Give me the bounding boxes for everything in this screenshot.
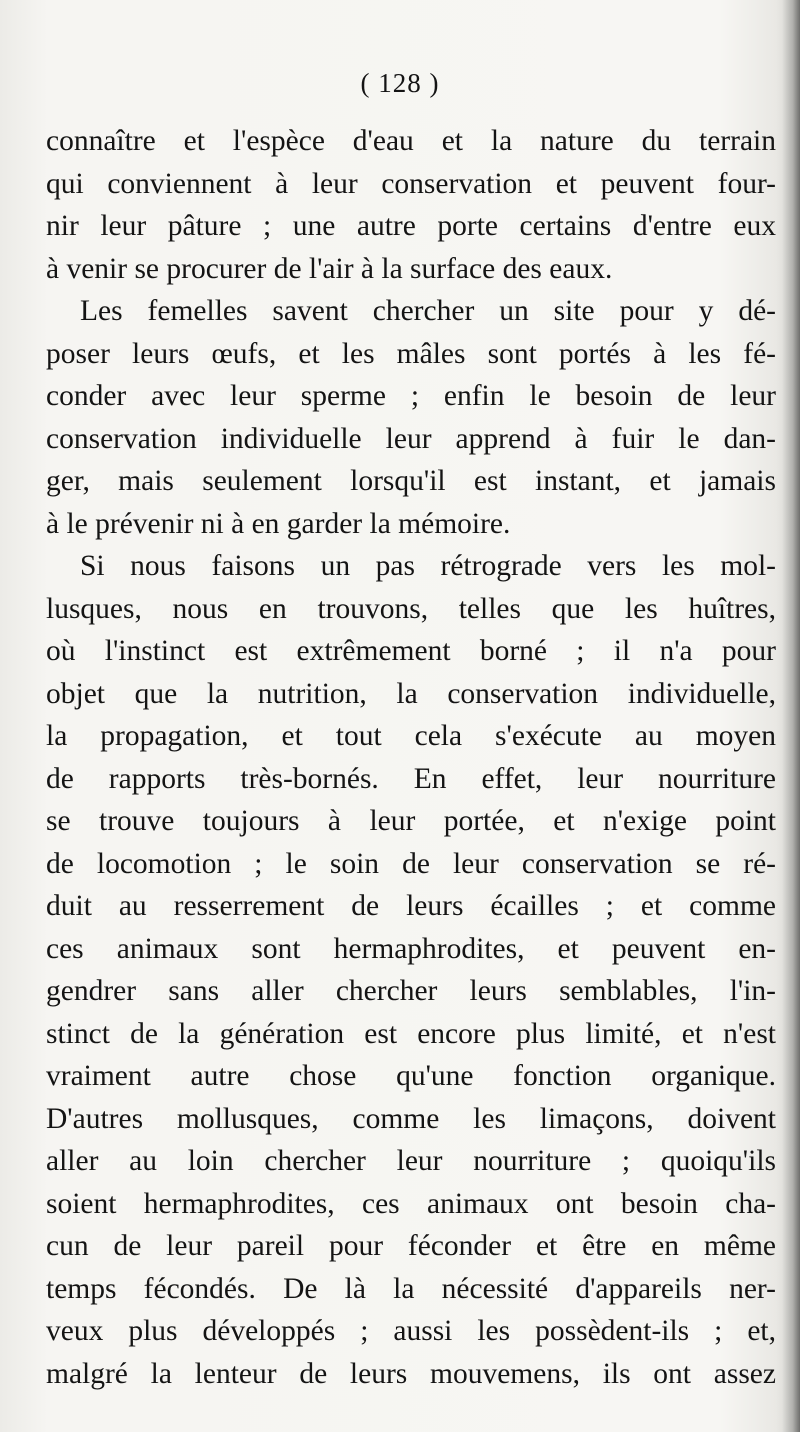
text-line-content: poser leurs œufs, et les mâles sont portés à les fé-	[46, 337, 776, 370]
text-line	[46, 1098, 776, 1141]
text-line-content: où l'instinct est extrêmement borné ; il n'a pour	[46, 635, 776, 667]
text-line	[46, 800, 776, 843]
page-number: ( 128 )	[360, 68, 440, 98]
text-line	[46, 205, 776, 248]
text-line	[46, 758, 776, 801]
page-edge-shadow	[782, 0, 800, 1432]
text-line	[46, 163, 776, 206]
text-line-content: de locomotion ; le soin de leur conservation se ré-	[46, 847, 776, 880]
text-line	[46, 1013, 776, 1056]
text-line-content: se trouve toujours à leur portée, et n'exige point	[46, 805, 776, 837]
text-line-content: malgré la lenteur de leurs mouvemens, ils ont assez	[46, 1357, 776, 1390]
text-line-content: stinct de la génération est encore plus limité, et n'est	[46, 1017, 776, 1050]
text-line-content: la propagation, et tout cela s'exécute au moyen	[46, 720, 776, 752]
text-line	[46, 460, 776, 503]
text-line-content: Si nous faisons un pas rétrograde vers les mol-	[80, 550, 776, 582]
text-line-content: de rapports très-bornés. En effet, leur nourriture	[46, 762, 776, 795]
text-line	[46, 1183, 776, 1226]
text-line	[46, 1225, 776, 1268]
text-line	[46, 1310, 776, 1353]
text-line	[46, 545, 776, 588]
text-line-content: vraiment autre chose qu'une fonction organique.	[46, 1060, 776, 1092]
body-text	[46, 120, 776, 1395]
text-line-content: ger, mais seulement lorsqu'il est instant, et jamais	[46, 465, 776, 497]
text-line-content: nir leur pâture ; une autre porte certains d'entre eux	[46, 210, 776, 242]
text-line-content: conder avec leur sperme ; enfin le besoin de leur	[46, 380, 776, 412]
text-line	[46, 290, 776, 333]
text-line-content: Les femelles savent chercher un site pour y dé-	[80, 295, 776, 327]
text-line-content: connaître et l'espèce d'eau et la nature du terrain	[46, 125, 776, 157]
text-line-content: qui conviennent à leur conservation et peuvent four-	[46, 167, 776, 200]
text-line	[46, 418, 776, 461]
text-line	[46, 248, 776, 291]
text-line-content: objet que la nutrition, la conservation individuelle,	[46, 677, 776, 710]
text-line	[46, 1353, 776, 1396]
text-line-content: conservation individuelle leur apprend à fuir le dan-	[46, 422, 776, 455]
text-line-content: D'autres mollusques, comme les limaçons, doivent	[46, 1102, 776, 1135]
text-line	[46, 120, 776, 163]
text-line-content: temps fécondés. De là la nécessité d'appareils ner-	[46, 1272, 776, 1305]
text-line	[46, 1140, 776, 1183]
text-line	[46, 588, 776, 631]
text-line	[46, 503, 776, 546]
text-line-content: ces animaux sont hermaphrodites, et peuvent en-	[46, 932, 776, 965]
text-line-content: à venir se procurer de l'air à la surface des eaux.	[46, 252, 613, 285]
text-line	[46, 1268, 776, 1311]
text-line	[46, 333, 776, 376]
text-line	[46, 885, 776, 928]
text-line-content: cun de leur pareil pour féconder et être en même	[46, 1230, 776, 1262]
text-line	[46, 928, 776, 971]
text-line-content: lusques, nous en trouvons, telles que les huîtres,	[46, 592, 776, 625]
text-line	[46, 843, 776, 886]
text-line-content: soient hermaphrodites, ces animaux ont besoin cha-	[46, 1187, 776, 1220]
text-line	[46, 715, 776, 758]
text-line-content: veux plus développés ; aussi les possèdent-ils ; et,	[46, 1315, 776, 1347]
text-line-content: gendrer sans aller chercher leurs semblables, l'in-	[46, 975, 776, 1007]
text-line	[46, 1055, 776, 1098]
text-line-content: aller au loin chercher leur nourriture ; quoiqu'ils	[46, 1145, 776, 1177]
text-line-content: à le prévenir ni à en garder la mémoire.	[46, 507, 511, 540]
text-line-content: duit au resserrement de leurs écailles ; et comme	[46, 890, 776, 922]
text-line	[46, 970, 776, 1013]
text-line	[46, 630, 776, 673]
text-line	[46, 375, 776, 418]
text-line	[46, 673, 776, 716]
